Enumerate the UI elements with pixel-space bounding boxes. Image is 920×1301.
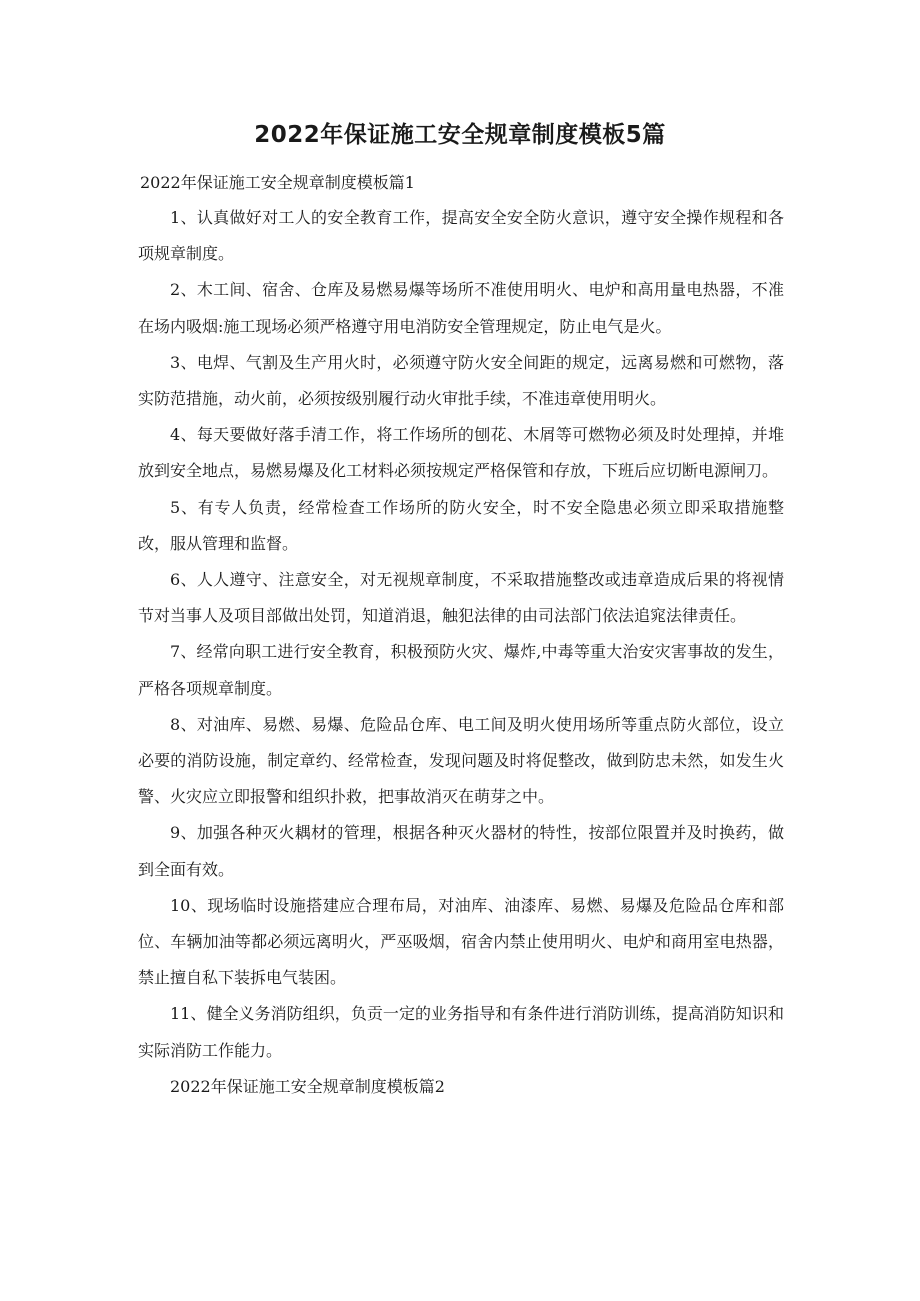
paragraph-9: 9、加强各种灭火耦材的管理，根据各种灭火器材的特性，按部位限置并及时换药，做到全面有效。 — [138, 823, 784, 879]
paragraph-1: 1、认真做好对工人的安全教育工作，提高安全安全防火意识，遵守安全操作规程和各项规章制度。 — [138, 208, 784, 264]
paragraph-6: 6、人人遵守、注意安全，对无视规章制度，不采取措施整改或违章造成后果的将视情节对当事人及项目部做出处罚，知道消退，触犯法律的由司法部门依法追窕法律责任。 — [138, 570, 784, 626]
paragraph-10: 10、现场临时设施搭建应合理布局，对油库、油漆库、易燃、易爆及危险品仓库和部位、车辆加油等都必须远离明火，严巫吸烟，宿舍内禁止使用明火、电炉和商用室电热器，禁止擅自私下装拆电气装困。 — [138, 895, 784, 988]
paragraph-2: 2、木工间、宿舍、仓库及易燃易爆等场所不准使用明火、电炉和高用量电热器，不准在场内吸烟:施工现场必须严格遵守用电消防安全管理规定，防止电气是火。 — [138, 280, 784, 336]
paragraph-3: 3、电焊、气割及生产用火时，必须遵守防火安全间距的规定，远离易燃和可燃物，落实防范措施，动火前，必须按级别履行动火审批手续，不准违章使用明火。 — [138, 352, 784, 409]
document-body — [138, 200, 784, 1105]
section-heading-2: 2022年保证施工安全规章制度模板篇2 — [170, 1076, 445, 1096]
paragraph-11: 11、健全义务消防组织，负贡一定的业务指导和有条件进行消防训练，提高消防知识和实际消防工作能力。 — [138, 1004, 784, 1060]
document-title: 2022年保证施工安全规章制度模板5篇 — [254, 122, 666, 148]
paragraph-5: 5、有专人负责，经常检查工作场所的防火安全，时不安全隐患必须立即采取措施整改，服从管理和监督。 — [138, 497, 784, 553]
section-heading-1: 2022年保证施工安全规章制度模板篇1 — [140, 173, 415, 192]
paragraph-4: 4、每天要做好落手清工作，将工作场所的刨花、木屑等可燃物必须及时处理掉，并堆放到安全地点，易燃易爆及化工材料必须按规定严格保管和存放，下班后应切断电源闸刀。 — [138, 425, 784, 481]
paragraph-8: 8、对油库、易燃、易爆、危险品仓库、电工间及明火使用场所等重点防火部位，设立必要的消防设施，制定章约、经常检查，发现问题及时将促整改，做到防忠未然，如发生火警、火灾应立即报警和组织扑救，把事故消灭在萌芽之中。 — [138, 714, 784, 807]
paragraph-7: 7、经常向职工进行安全教育，积极预防火灾、爆炸,中毒等重大治安灾害事故的发生，严格各项规章制度。 — [138, 642, 784, 698]
